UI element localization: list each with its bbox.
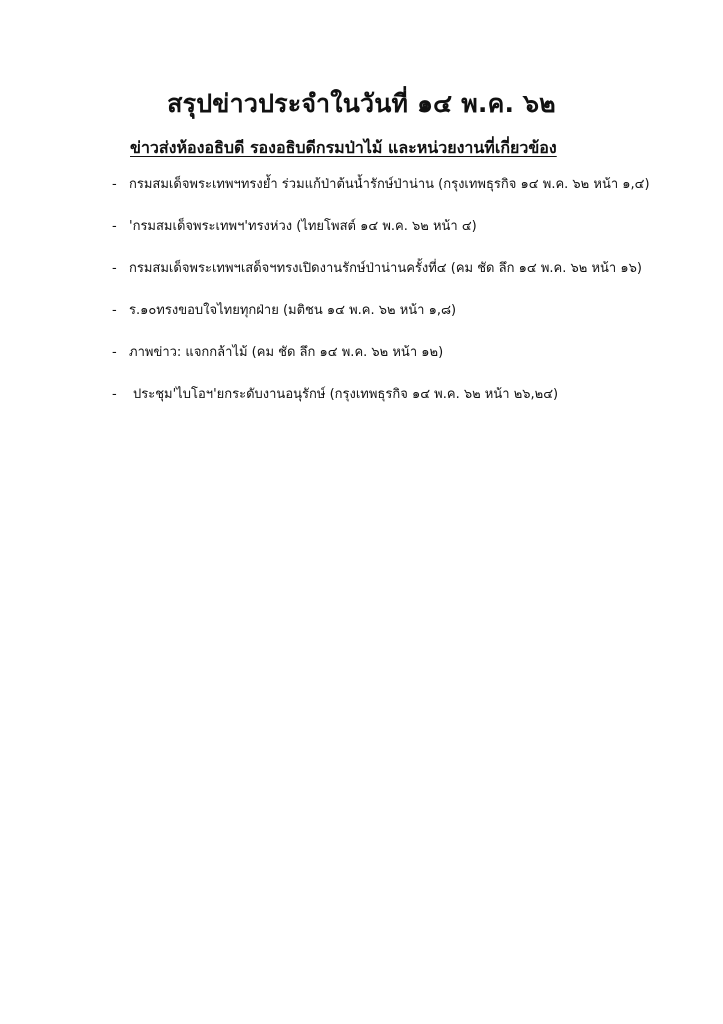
list-bullet: - bbox=[112, 177, 117, 192]
news-headline: กรมสมเด็จพระเทพฯเสด็จฯทรงเปิดงานรักษ์ป่าน่านครั้งที่๔ (คม ชัด ลึก ๑๔ พ.ค. ๖๒ หน้า ๑๖) bbox=[129, 261, 642, 276]
list-bullet: - bbox=[112, 261, 117, 276]
news-headline: ภาพข่าว: แจกกล้าไม้ (คม ชัด ลึก ๑๔ พ.ค. ๖๒ หน้า ๑๒) bbox=[129, 345, 444, 360]
list-item bbox=[112, 382, 672, 424]
list-bullet: - bbox=[112, 345, 117, 360]
section-heading: ข่าวส่งห้องอธิบดี รองอธิบดีกรมป่าไม้ และหน่วยงานที่เกี่ยวข้อง bbox=[130, 138, 557, 157]
list-bullet: - bbox=[112, 387, 117, 402]
news-headline: ประชุม'ไบโอฯ'ยกระดับงานอนุรักษ์ (กรุงเทพธุรกิจ ๑๔ พ.ค. ๖๒ หน้า ๒๖,๒๔) bbox=[133, 387, 559, 402]
list-bullet: - bbox=[112, 303, 117, 318]
list-item bbox=[112, 256, 672, 298]
list-item bbox=[112, 214, 672, 256]
news-headline: ร.๑๐ทรงขอบใจไทยทุกฝ่าย (มติชน ๑๔ พ.ค. ๖๒ หน้า ๑,๘) bbox=[129, 303, 457, 318]
page-title: สรุปข่าวประจำในวันที่ ๑๔ พ.ค. ๖๒ bbox=[167, 89, 556, 118]
news-headline: กรมสมเด็จพระเทพฯทรงย้ำ ร่วมแก้ป่าต้นน้ำรักษ์ป่าน่าน (กรุงเทพธุรกิจ ๑๔ พ.ค. ๖๒ หน้า ๑,๔) bbox=[129, 177, 650, 192]
list-item bbox=[112, 172, 672, 214]
list-bullet: - bbox=[112, 219, 117, 234]
list-item bbox=[112, 340, 672, 382]
list-item bbox=[112, 298, 672, 340]
news-list bbox=[112, 172, 672, 424]
news-headline: 'กรมสมเด็จพระเทพฯ'ทรงห่วง (ไทยโพสต์ ๑๔ พ.ค. ๖๒ หน้า ๔) bbox=[129, 219, 477, 234]
